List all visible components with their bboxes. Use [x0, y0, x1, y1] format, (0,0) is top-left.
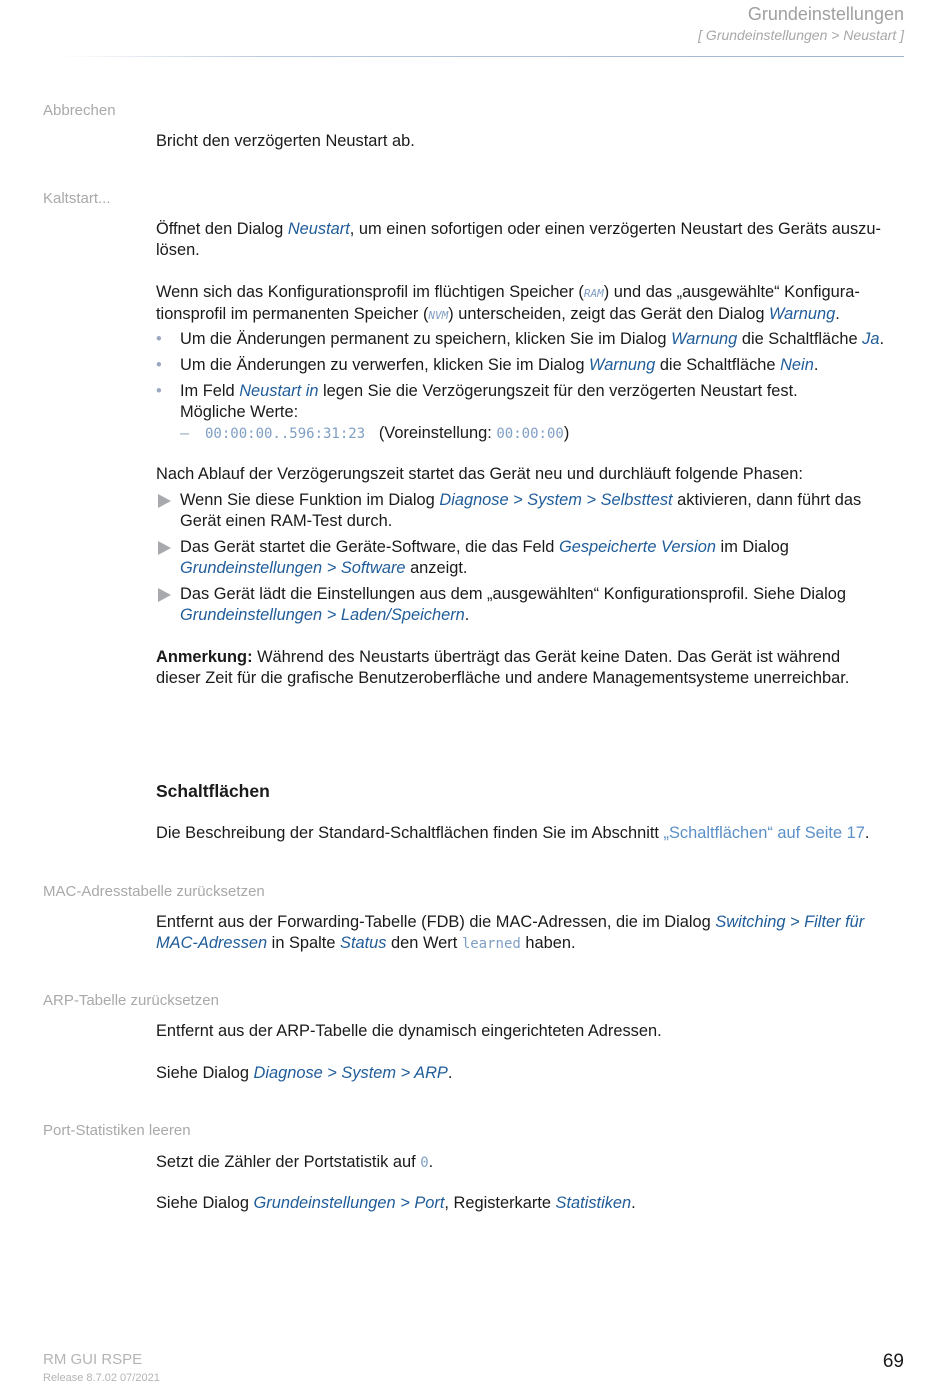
- label-mac-reset: MAC-Adresstabelle zurücksetzen: [43, 883, 265, 900]
- value-range: 00:00:00..596:31:23 (Voreinstellung: 00:00:00): [205, 424, 570, 442]
- label-kaltstart: Kaltstart...: [43, 190, 111, 207]
- link-software[interactable]: Grundeinstellungen > Software: [180, 559, 406, 577]
- list-item: • Um die Änderungen zu verwerfen, klicken Sie im Dialog Warnung die Schaltfläche Nein.: [156, 356, 819, 374]
- dash-icon: –: [180, 424, 190, 442]
- link-nein[interactable]: Nein: [780, 356, 814, 374]
- port-stats-see-also: Siehe Dialog Grundeinstellungen > Port, Registerkarte Statistiken.: [156, 1194, 636, 1212]
- arrow-right-icon: [158, 494, 171, 508]
- code-ram: RAM: [583, 287, 604, 300]
- kaltstart-intro: Öffnet den Dialog Neustart, um einen sofortigen oder einen verzögerten Neustart des Geräts auszu- lösen.: [156, 220, 881, 259]
- mac-reset-description: Entfernt aus der Forwarding-Tabelle (FDB) die MAC-Adressen, die im Dialog Switching > Filter für MAC-Adressen in Spalte Status den Wert learned haben.: [156, 913, 865, 952]
- arrow-right-icon: [158, 588, 171, 602]
- link-warnung[interactable]: Warnung: [589, 356, 656, 374]
- link-gespeicherte-version[interactable]: Gespeicherte Version: [558, 538, 716, 556]
- abbrechen-description: Bricht den verzögerten Neustart ab.: [156, 132, 415, 150]
- note-paragraph: Anmerkung: Während des Neustarts überträgt das Gerät keine Daten. Das Gerät ist während dieser Zeit für die grafische Benutzeroberfläche und andere Managementsysteme unerreichbar.: [156, 648, 850, 687]
- arrow-right-icon: [158, 541, 171, 555]
- code-zero: 0: [420, 1155, 429, 1171]
- page-number: 69: [882, 1351, 904, 1372]
- label-arp-reset: ARP-Tabelle zurücksetzen: [43, 992, 219, 1009]
- label-abbrechen: Abbrechen: [43, 102, 116, 119]
- header-divider: [60, 56, 904, 57]
- list-item: Das Gerät startet die Geräte-Software, die das Feld Gespeicherte Version im Dialog Grundeinstellungen > Software anzeigt.: [156, 537, 906, 579]
- link-ja[interactable]: Ja: [862, 330, 880, 348]
- footer-document-name: RM GUI RSPE: [43, 1351, 143, 1368]
- bullet-icon: •: [156, 382, 162, 400]
- link-port[interactable]: Grundeinstellungen > Port: [253, 1194, 445, 1212]
- link-statistiken[interactable]: Statistiken: [555, 1194, 632, 1212]
- code-nvm: NVM: [428, 309, 449, 322]
- link-filter-fuer[interactable]: Switching > Filter für: [715, 913, 865, 931]
- schaltflaechen-description: Die Beschreibung der Standard-Schaltflächen finden Sie im Abschnitt „Schaltflächen“ auf Seite 17.: [156, 824, 870, 842]
- list-item: Das Gerät lädt die Einstellungen aus dem „ausgewählten“ Konfigurationsprofil. Siehe Dialog Grundeinstellungen > Laden/Speichern.: [156, 584, 906, 626]
- bullet-icon: •: [156, 330, 162, 348]
- kaltstart-profile-paragraph: Wenn sich das Konfigurationsprofil im flüchtigen Speicher (RAM) und das „ausgewählte“ Konfigura- tionsprofil im permanenten Speicher (NVM) unterscheiden, zeigt das Gerät den Dialog Warnung.: [156, 283, 860, 323]
- link-laden-speichern[interactable]: Grundeinstellungen > Laden/Speichern: [180, 606, 465, 624]
- link-warnung[interactable]: Warnung: [769, 305, 836, 323]
- bullet-icon: •: [156, 356, 162, 374]
- header-title: Grundeinstellungen: [747, 4, 904, 24]
- arp-reset-description: Entfernt aus der ARP-Tabelle die dynamisch eingerichteten Adressen.: [156, 1022, 662, 1040]
- link-warnung[interactable]: Warnung: [671, 330, 738, 348]
- link-selbsttest[interactable]: Diagnose > System > Selbsttest: [439, 491, 673, 509]
- header-breadcrumb: [ Grundeinstellungen > Neustart ]: [698, 27, 904, 43]
- arp-see-also: Siehe Dialog Diagnose > System > ARP.: [156, 1064, 453, 1082]
- link-diagnose-arp[interactable]: Diagnose > System > ARP: [253, 1064, 448, 1082]
- phases-intro: Nach Ablauf der Verzögerungszeit startet das Gerät neu und durchläuft folgende Phasen:: [156, 465, 803, 483]
- section-heading-schaltflaechen: Schaltflächen: [156, 781, 270, 801]
- link-mac-adressen[interactable]: MAC-Adressen: [156, 934, 268, 952]
- code-learned: learned: [461, 936, 521, 952]
- list-item: Wenn Sie diese Funktion im Dialog Diagnose > System > Selbsttest aktivieren, dann führt das Gerät einen RAM-Test durch.: [156, 490, 906, 532]
- link-schaltflaechen-seite-17[interactable]: „Schaltflächen“ auf Seite 17: [663, 824, 865, 842]
- list-item: • Im Feld Neustart in legen Sie die Verzögerungszeit für den verzögerten Neustart fest. Mögliche Werte: – 00:00:00..596:31:23 (Voreinstellung: 00:00:00): [156, 381, 906, 447]
- list-item: • Um die Änderungen permanent zu speichern, klicken Sie im Dialog Warnung die Schaltfläche Ja.: [156, 330, 884, 348]
- link-status[interactable]: Status: [340, 934, 387, 952]
- link-neustart-in[interactable]: Neustart in: [239, 382, 319, 400]
- link-neustart[interactable]: Neustart: [287, 220, 350, 238]
- port-stats-description: Setzt die Zähler der Portstatistik auf 0.: [156, 1153, 434, 1171]
- footer-release: Release 8.7.02 07/2021: [43, 1372, 160, 1384]
- label-port-stats: Port-Statistiken leeren: [43, 1122, 191, 1139]
